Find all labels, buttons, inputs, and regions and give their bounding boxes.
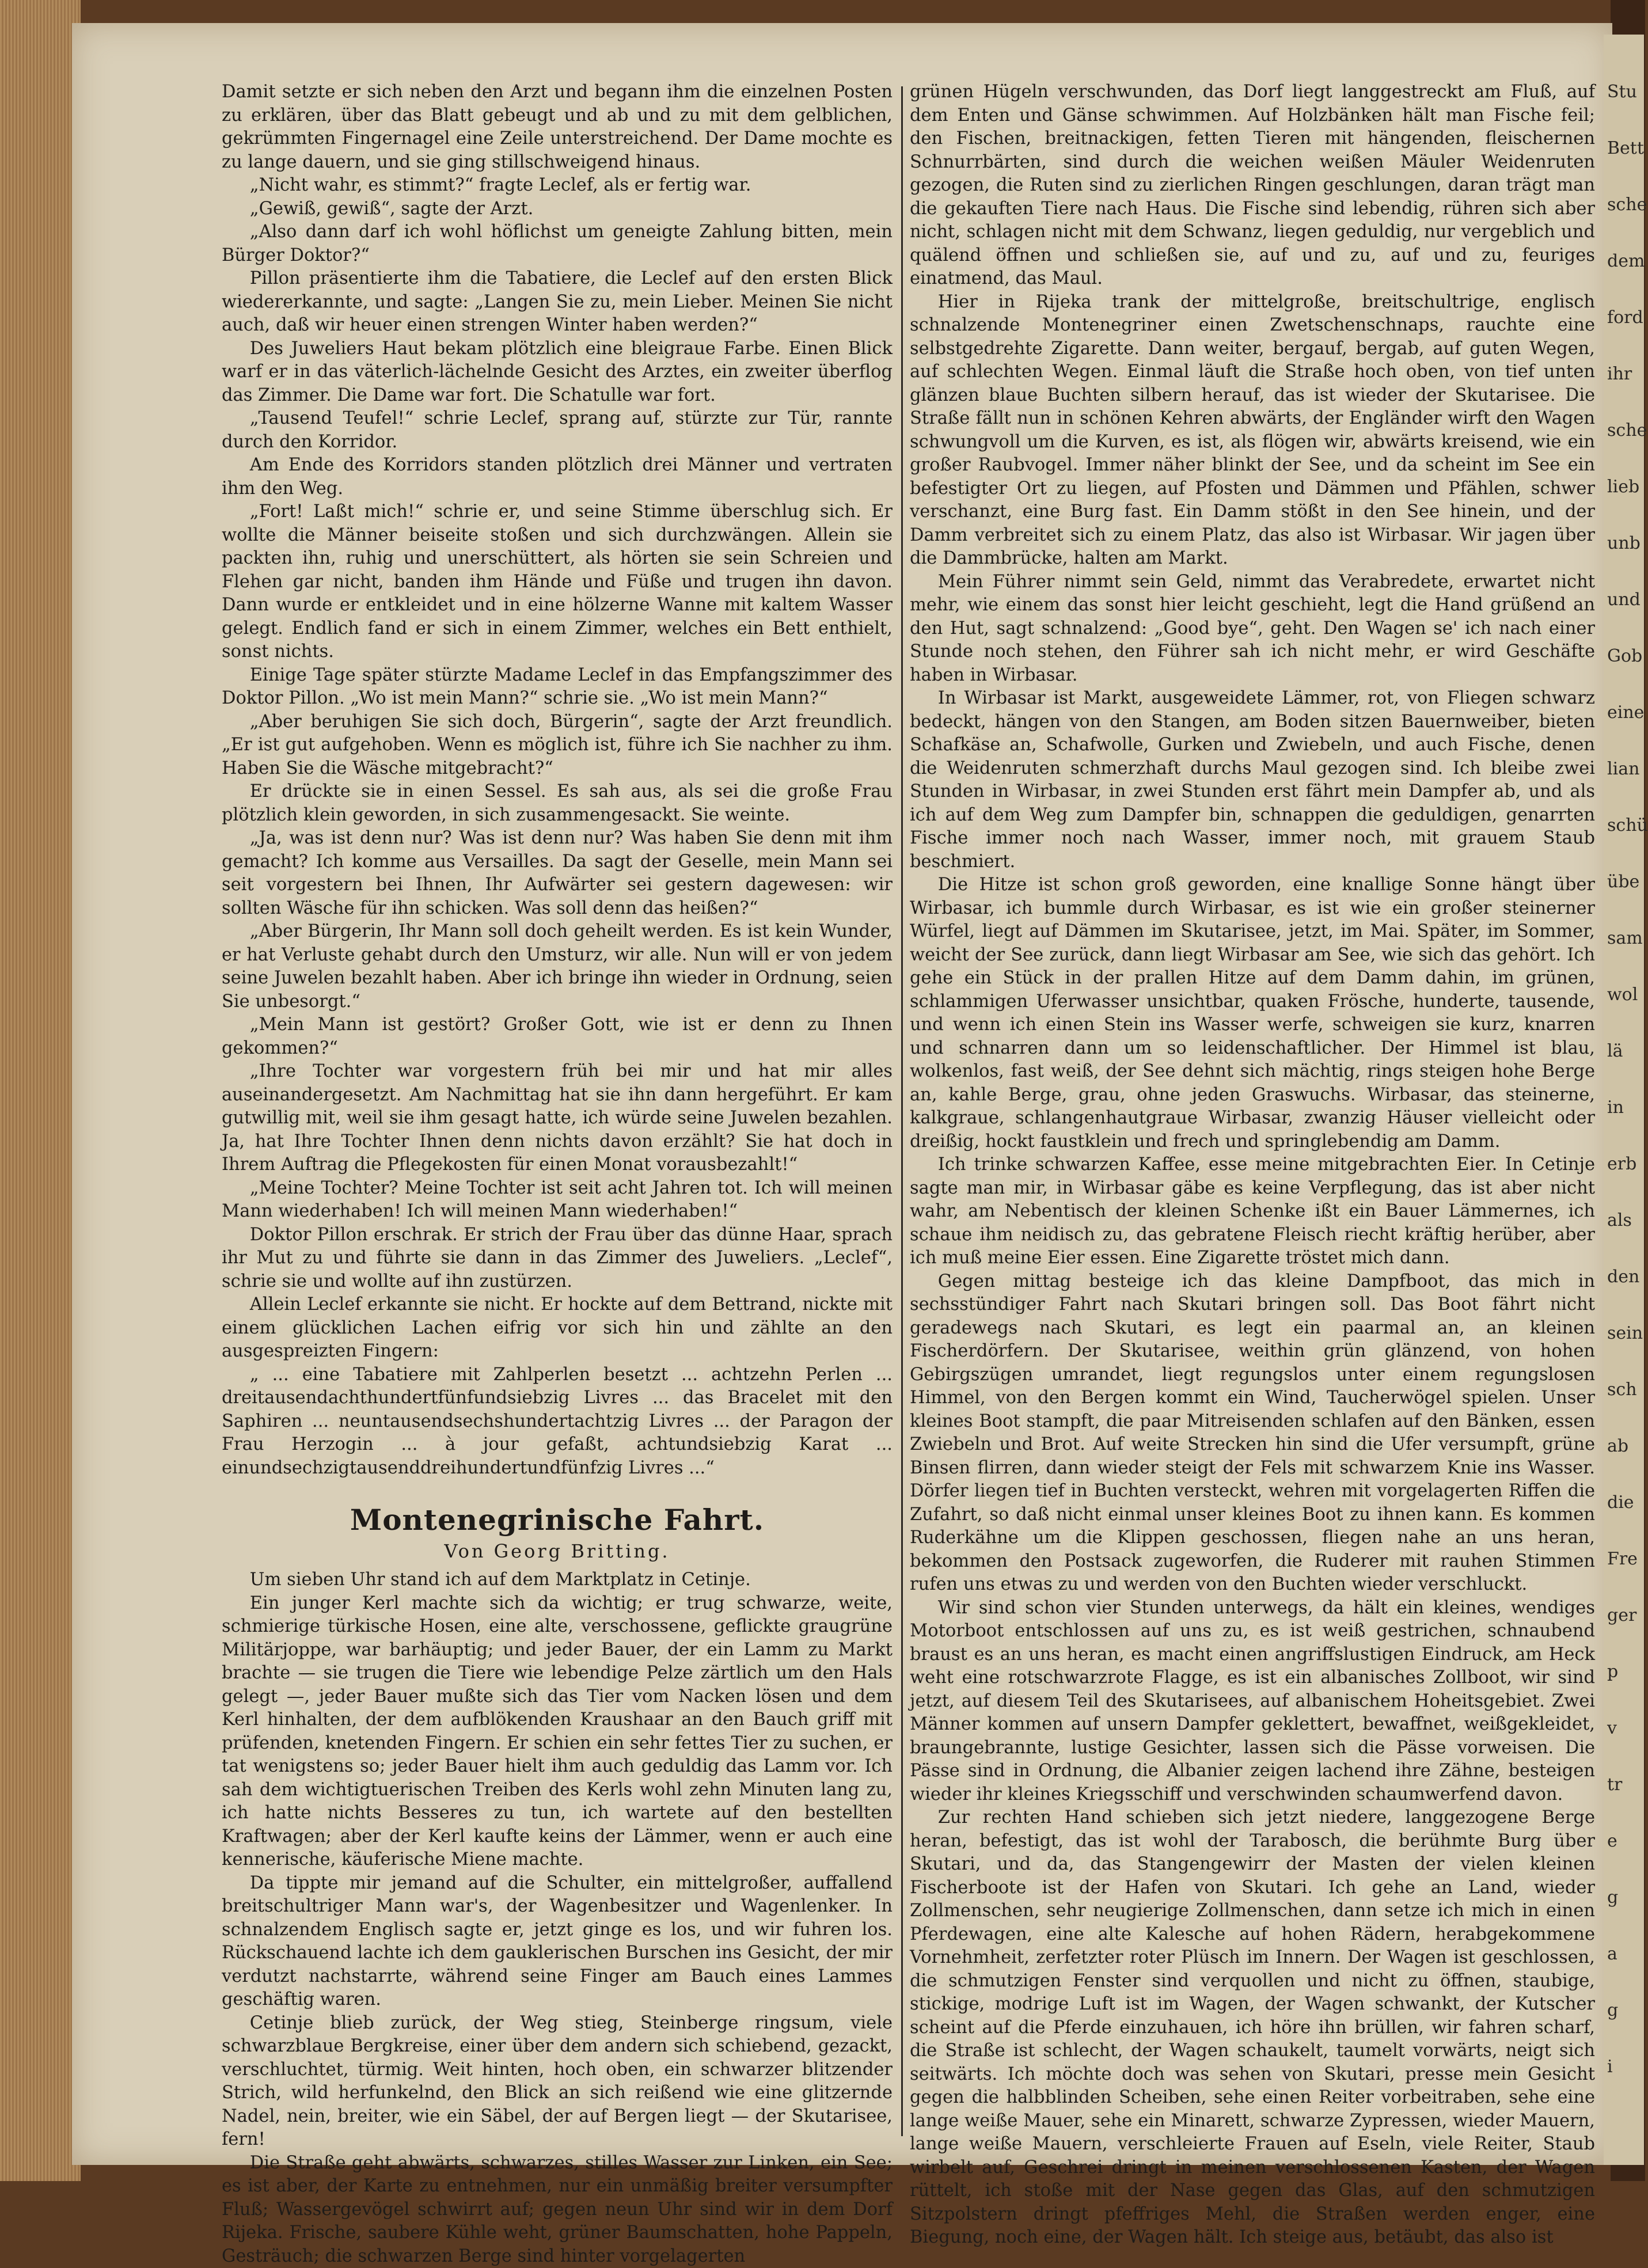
paragraph: „Tausend Teufel!“ schrie Leclef, sprang auf, stürzte zur Tür, rannte durch den Korridor. <box>222 407 893 454</box>
paragraph: Da tippte mir jemand auf die Schulter, ein mittelgroßer, auffallend breitschultriger Mann war's, der Wagenbesitzer und Wagenlenker. In schnalzendem Englisch sagte er, jetzt ginge es los, und wir fuhren los. Rückschauend lachte ich dem gauklerischen Burschen ins Gesicht, der mir verdutzt nachstarrte, während seine Finger am Bauch eines Lammes geschäftig waren. <box>222 1872 893 2012</box>
edge-fragment: dem <box>1607 250 1645 273</box>
edge-fragment: die <box>1607 1491 1634 1514</box>
edge-fragment: lä <box>1607 1040 1623 1063</box>
edge-fragment: sein <box>1607 1322 1643 1345</box>
edge-fragment: schü <box>1607 814 1648 837</box>
paragraph: Am Ende des Korridors standen plötzlich drei Männer und vertraten ihm den Weg. <box>222 454 893 500</box>
edge-fragment: sch <box>1607 1378 1637 1401</box>
article <box>222 1502 893 2268</box>
paragraph: Um sieben Uhr stand ich auf dem Marktplatz in Cetinje. <box>222 1568 893 1592</box>
edge-fragment: Bett <box>1607 137 1644 160</box>
edge-fragment: eine <box>1607 701 1644 724</box>
paragraph: Allein Leclef erkannte sie nicht. Er hockte auf dem Bettrand, nickte mit einem glücklichen Lachen eifrig vor sich hin und zählte an den ausgespreizten Fingern: <box>222 1293 893 1363</box>
right-column <box>910 81 1595 2142</box>
edge-fragment: als <box>1607 1209 1632 1232</box>
next-page-edge <box>1604 35 1644 2165</box>
edge-fragment: ihr <box>1607 363 1632 386</box>
paragraph: „Gewiß, gewiß“, sagte der Arzt. <box>222 197 893 221</box>
paragraph: „Aber Bürgerin, Ihr Mann soll doch geheilt werden. Es ist kein Wunder, er hat Verluste gehabt durch den Umsturz, wir alle. Nun will er von jedem seine Juwelen bezahlt haben. Aber ich bringe ihn wieder in Ordnung, seien Sie unbesorgt.“ <box>222 920 893 1013</box>
edge-fragment: den <box>1607 1266 1639 1289</box>
paragraph: Doktor Pillon erschrak. Er strich der Frau über das dünne Haar, sprach ihr Mut zu und führte sie dann in das Zimmer des Juweliers. „Leclef“, schrie sie und wollte auf ihn zustürzen. <box>222 1224 893 1294</box>
paragraph: Des Juweliers Haut bekam plötzlich eine bleigraue Farbe. Einen Blick warf er in das väterlich-lächelnde Gesicht des Arztes, ein zweiter überflog das Zimmer. Die Dame war fort. Die Schatulle war fort. <box>222 337 893 408</box>
paragraph: Pillon präsentierte ihm die Tabatiere, die Leclef auf den ersten Blick wiedererkannte, und sagte: „Langen Sie zu, mein Lieber. Meinen Sie nicht auch, daß wir heuer einen strengen Winter haben werden?“ <box>222 267 893 337</box>
edge-fragment: e <box>1607 1830 1617 1853</box>
left-column <box>222 81 893 2142</box>
edge-fragment: ford <box>1607 306 1643 329</box>
book-page-edges <box>0 0 81 2181</box>
paragraph: „Ihre Tochter war vorgestern früh bei mir und hat mir alles auseinandergesetzt. Am Nachmittag hat sie ihn dann hergeführt. Er kam gutwillig mit, weil sie ihm gesagt hatte, ich würde seine Juwelen bezahlen. Ja, hat Ihre Tochter Ihnen denn nichts davon erzählt? Sie hat doch in Ihrem Auftrag die Pflegekosten für einen Monat vorausbezahlt!“ <box>222 1060 893 1177</box>
edge-fragment: tr <box>1607 1773 1622 1796</box>
edge-fragment: a <box>1607 1943 1617 1966</box>
column-divider <box>901 86 903 2136</box>
paragraph: „Meine Tochter? Meine Tochter ist seit acht Jahren tot. Ich will meinen Mann wiederhaben! Ich will meinen Mann wiederhaben!“ <box>222 1177 893 1224</box>
paragraph: Gegen mittag besteige ich das kleine Dampfboot, das mich in sechsstündiger Fahrt nach Skutari bringen soll. Das Boot fährt nicht geradewegs nach Skutari, es legt ein paarmal an, an kleinen Fischerdörfern. Der Skutarisee, weithin grün glänzend, von hohen Gebirgszügen umrandet, liegt regungslos unter einem regungslosen Himmel, von den Bergen kommt ein Wind, Taucherwögel spielen. Unser kleines Boot stampft, die paar Mitreisenden schlafen auf den Bänken, essen Zwiebeln und Brot. Auf weite Strecken hin sind die Ufer versumpft, grüne Binsen flirren, dann wieder steigt der Fels mit schwarzem Knie ins Wasser. Dörfer liegen tief in Buchten versteckt, wehren mit vorgelagerten Riffen die Zufahrt, so daß nicht einmal unser kleines Boot zu ihnen kann. Es kommen Ruderkähne um die Klippen geschossen, fliegen nahe an uns heran, bekommen den Postsack zugeworfen, die Ruderer mit rauhen Stimmen rufen uns etwas zu und werden von den Buchten wieder verschluckt. <box>910 1270 1595 1597</box>
article-author: Von Georg Britting. <box>222 1538 893 1564</box>
edge-fragment: unb <box>1607 532 1641 555</box>
edge-fragment: Fre <box>1607 1548 1638 1571</box>
paragraph: „Also dann darf ich wohl höflichst um geneigte Zahlung bitten, mein Bürger Doktor?“ <box>222 221 893 267</box>
edge-fragment: p <box>1607 1661 1618 1684</box>
paragraph: „Nicht wahr, es stimmt?“ fragte Leclef, als er fertig war. <box>222 174 893 197</box>
paragraph: Einige Tage später stürzte Madame Leclef in das Empfangszimmer des Doktor Pillon. „Wo ist mein Mann?“ schrie sie. „Wo ist mein Mann?“ <box>222 664 893 711</box>
edge-fragment: g <box>1607 1886 1618 1909</box>
edge-fragment: Gob <box>1607 645 1642 668</box>
edge-fragment: sche <box>1607 193 1647 216</box>
edge-fragment: übe <box>1607 871 1639 894</box>
edge-fragment: sam <box>1607 927 1643 950</box>
edge-fragment: ger <box>1607 1604 1636 1627</box>
paragraph: Hier in Rijeka trank der mittelgroße, breitschultrige, englisch schnalzende Montenegriner einen Zwetschenschnaps, rauchte eine selbstgedrehte Zigarette. Dann weiter, bergauf, bergab, auf guten Wegen, auf schlechten Wegen. Einmal läuft die Straße hoch oben, von tief unten glänzen blaue Buchten silbern herauf, das ist wieder der Skutarisee. Die Straße fällt nun in schönen Kehren abwärts, der Engländer wirft den Wagen schwungvoll um die Kurven, es ist, als flögen wir, abwärts kreisend, wie ein großer Raubvogel. Immer näher blinkt der See, und da scheint im See ein befestigter Ort zu liegen, auf Pfosten und Dämmen und Pfählen, schwer verschanzt, eine Burg fast. Ein Damm stößt in den See hinein, und der Damm verbreitet sich zu einem Platz, das also ist Wirbasar. Wir jagen über die Dammbrücke, halten am Markt. <box>910 291 1595 571</box>
paragraph: grünen Hügeln verschwunden, das Dorf liegt langgestreckt am Fluß, auf dem Enten und Gänse schwimmen. Auf Holzbänken hält man Fische feil; den Fischen, breitnackigen, fetten Tieren mit hängenden, fleischernen Schnurrbärten, sind durch die weichen weißen Mäuler Weidenruten gezogen, die Ruten sind zu zierlichen Ringen geschlungen, daran trägt man die gekauften Tiere nach Haus. Die Fische sind lebendig, rühren sich aber nicht, schlagen nicht mit dem Schwanz, liegen geduldig, nur vergeblich und quälend öffnen und schließen sie, auf und zu, auf und zu, feuriges einatmend, das Maul. <box>910 81 1595 291</box>
paragraph: „Fort! Laßt mich!“ schrie er, und seine Stimme überschlug sich. Er wollte die Männer beiseite stoßen und sich durchzwängen. Allein sie packten ihn, ruhig und unerschüttert, als hörten sie sein Schreien und Flehen gar nicht, banden ihm Hände und Füße und trugen ihn davon. Dann wurde er entkleidet und in eine hölzerne Wanne mit kaltem Wasser gelegt. Endlich fand er sich in einem Zimmer, welches ein Bett enthielt, sonst nichts. <box>222 500 893 664</box>
edge-fragment: sche <box>1607 419 1647 442</box>
paragraph: „ ... eine Tabatiere mit Zahlperlen besetzt ... achtzehn Perlen ... dreitausendachthundertfünfundsiebzig Livres ... das Bracelet mit den Saphiren ... neuntausendsechshundertachtzig Livres ... der Paragon der Frau Herzogin ... à jour gefaßt, achtundsiebzig Karat ... einundsechzigtausenddreihundertundfünfzig Livres ...“ <box>222 1363 893 1480</box>
edge-fragment: lieb <box>1607 476 1639 499</box>
paragraph: Damit setzte er sich neben den Arzt und begann ihm die einzelnen Posten zu erklären, über das Blatt gebeugt und ab und zu mit dem gelblichen, gekrümmten Fingernagel eine Zeile unterstreichend. Der Dame mochte es zu lange dauern, und sie ging stillschweigend hinaus. <box>222 81 893 174</box>
paragraph: Wir sind schon vier Stunden unterwegs, da hält ein kleines, wendiges Motorboot entschlossen auf uns zu, es ist weiß gestrichen, schnaubend braust es an uns heran, es macht einen angriffslustigen Eindruck, am Heck weht eine rotschwarzrote Flagge, es ist ein albanisches Zollboot, wir sind jetzt, auf diesem Teil des Skutarisees, auf albanischem Hoheitsgebiet. Zwei Männer kommen auf unsern Dampfer geklettert, bewaffnet, weißgekleidet, braungebrannte, lustige Gesichter, lassen sich die Pässe vorweisen. Die Pässe sind in Ordnung, die Albanier zeigen lachend ihre Zähne, besteigen wieder ihr kleines Kriegsschiff und verschwinden schaumwerfend davon. <box>910 1597 1595 1807</box>
paragraph: Ein junger Kerl machte sich da wichtig; er trug schwarze, weite, schmierige türkische Hosen, eine alte, verschossene, geflickte graugrüne Militärjoppe, war barhäuptig; und jeder Bauer, der ein Lamm zu Markt brachte — sie trugen die Tiere wie lebendige Pelze zärtlich um den Hals gelegt —, jeder Bauer mußte sich das Tier vom Nacken lösen und dem Kerl hinhalten, der dem aufblökenden Kraushaar an den Bauch griff mit prüfenden, knetenden Fingern. Er schien ein sehr fettes Tier zu suchen, er tat wenigstens so; jeder Bauer hielt ihm auch geduldig das Lamm vor. Ich sah dem wichtigtuerischen Treiben des Kerls wohl zehn Minuten lang zu, ich hatte nichts Besseres zu tun, ich wartete auf den bestellten Kraftwagen; aber der Kerl kaufte keins der Lämmer, wenn er auch eine kennerische, käuferische Miene machte. <box>222 1592 893 1872</box>
paragraph: Ich trinke schwarzen Kaffee, esse meine mitgebrachten Eier. In Cetinje sagte man mir, in Wirbasar gäbe es keine Verpflegung, das ist aber nicht wahr, am Nebentisch der kleinen Schenke ißt ein Bauer Lämmernes, ich schaue ihm neidisch zu, das gebratene Fleisch riecht kräftig herüber, aber ich muß meine Eier essen. Eine Zigarette tröstet mich dann. <box>910 1153 1595 1270</box>
edge-fragment: in <box>1607 1096 1624 1119</box>
edge-fragment: und <box>1607 588 1641 611</box>
paragraph: Cetinje blieb zurück, der Weg stieg, Steinberge ringsum, viele schwarzblaue Bergkreise, einer über dem andern sich schiebend, gezackt, verschluchtet, türmig. Weit hinten, hoch oben, ein schwarzer blitzender Strich, wild herfunkelnd, den Blick an sich reißend wie eine glitzernde Nadel, nein, breiter, wie ein Säbel, der auf Bergen liegt — der Skutarisee, fern! <box>222 2012 893 2152</box>
paragraph: „Mein Mann ist gestört? Großer Gott, wie ist er denn zu Ihnen gekommen?“ <box>222 1013 893 1060</box>
story-continuation <box>222 81 893 1480</box>
paragraph: Die Straße geht abwärts, schwarzes, stilles Wasser zur Linken, ein See; es ist aber, der Karte zu entnehmen, nur ein unmäßig breiter versumpfter Fluß; Wassergevögel schwirrt auf; gegen neun Uhr sind wir in dem Dorf Rijeka. Frische, saubere Kühle weht, grüner Baumschatten, hohe Pappeln, Gesträuch; die schwarzen Berge sind hinter vorgelagerten <box>222 2152 893 2268</box>
paragraph: Mein Führer nimmt sein Geld, nimmt das Verabredete, erwartet nicht mehr, wie einem das sonst hier leicht geschieht, legt die Hand grüßend an den Hut, sagt schnalzend: „Good bye“, geht. Den Wagen se' ich nach einer Stunde noch stehen, den Führer sah ich nicht mehr, er wird Geschäfte haben in Wirbasar. <box>910 571 1595 687</box>
edge-fragment: v <box>1607 1717 1617 1740</box>
paragraph: Die Hitze ist schon groß geworden, eine knallige Sonne hängt über Wirbasar, ich bummle durch Wirbasar, es ist wie ein großer steinerner Würfel, liegt auf Dämmen im Skutarisee, jetzt, im Mai. Später, im Sommer, weicht der See zurück, dann liegt Wirbasar am See, wie sich das gehört. Ich gehe ein Stück in der prallen Hitze auf dem Damm dahin, im grünen, schlammigen Uferwasser unsichtbar, quaken Frösche, hunderte, tausende, und wenn ich einen Stein ins Wasser werfe, schweigen sie kurz, knarren und schnarren dann um so leidenschaftlicher. Der Himmel ist blau, wolkenlos, fast weiß, der See dehnt sich mächtig, rings steigen hohe Berge an, kahle Berge, grau, ohne jeden Graswuchs. Wirbasar, das steinerne, kalkgraue, schlangenhautgraue Wirbasar, zwanzig Häuser vielleicht oder dreißig, hockt faustklein und frech und springlebendig am Damm. <box>910 873 1595 1153</box>
article-title: Montenegrinische Fahrt. <box>222 1502 893 1538</box>
edge-fragment: g <box>1607 1999 1618 2022</box>
edge-fragment: erb <box>1607 1153 1636 1176</box>
paragraph: „Ja, was ist denn nur? Was ist denn nur? Was haben Sie denn mit ihm gemacht? Ich komme aus Versailles. Da sagt der Geselle, mein Mann sei seit vorgestern bei Ihnen, Ihr Aufwärter sei gestern dagewesen: wir sollten Wäsche für ihn schicken. Was soll denn das heißen?“ <box>222 827 893 920</box>
paragraph: In Wirbasar ist Markt, ausgeweidete Lämmer, rot, von Fliegen schwarz bedeckt, hängen von den Stangen, am Boden sitzen Bauernweiber, bieten Schafkäse an, Schafwolle, Gurken und Zwiebeln, und auch Fische, denen die Weidenruten schmerzhaft durchs Maul gezogen sind. Ich bleibe zwei Stunden in Wirbasar, in zwei Stunden erst fährt mein Dampfer ab, und als ich auf dem Weg zum Dampfer bin, schnappen die geduldigen, genarrten Fische immer noch nach Wasser, immer noch, mit grauem Staub beschmiert. <box>910 687 1595 873</box>
edge-fragment: Stu <box>1607 81 1637 104</box>
edge-fragment: i <box>1607 2056 1613 2079</box>
edge-fragment: wol <box>1607 983 1638 1006</box>
paragraph: Er drückte sie in einen Sessel. Es sah aus, als sei die große Frau plötzlich klein geworden, in sich zusammengesackt. Sie weinte. <box>222 780 893 827</box>
paragraph: „Aber beruhigen Sie sich doch, Bürgerin“, sagte der Arzt freundlich. „Er ist gut aufgehoben. Wenn es möglich ist, führe ich Sie nachher zu ihm. Haben Sie die Wäsche mitgebracht?“ <box>222 711 893 781</box>
paragraph: Zur rechten Hand schieben sich jetzt niedere, langgezogene Berge heran, befestigt, das ist wohl der Tarabosch, die berühmte Burg über Skutari, und da, das Stangengewirr der Masten der vielen kleinen Fischerboote ist der Hafen von Skutari. Ich gehe an Land, wieder Zollmenschen, sehr neugierige Zollmenschen, dann setze ich mich in einen Pferdewagen, eine alte Kalesche auf hohen Rädern, herabgekommene Vornehmheit, zerfetzter roter Plüsch im Innern. Der Wagen ist geschlossen, die schmutzigen Fenster sind verquollen und nicht zu öffnen, staubige, stickige, modrige Luft ist im Wagen, der Wagen schwankt, der Kutscher scheint auf die Pferde einzuhauen, ich höre ihn brüllen, wir fahren scharf, die Straße ist schlecht, der Wagen schaukelt, taumelt vorwärts, neigt sich seitwärts. Ich möchte doch was sehen von Skutari, presse mein Gesicht gegen die halbblinden Scheiben, sehe einen Reiter vorbeitraben, sehe eine lange weiße Mauer, sehe ein Minarett, schwarze Zypressen, wieder Mauern, lange weiße Mauern, verschleierte Frauen auf Eseln, viele Reiter, Staub wirbelt auf, Geschrei dringt in meinen verschlossenen Kasten, der Wagen rüttelt, ich stoße mit der Nase gegen das Glas, auf den schmutzigen Sitzpolstern dringt pfeffriges Mehl, die Straßen werden enger, eine Biegung, noch eine, der Wagen hält. Ich steige aus, betäubt, das also ist <box>910 1806 1595 2250</box>
edge-fragment: ab <box>1607 1435 1628 1458</box>
edge-fragment: lian <box>1607 758 1639 781</box>
